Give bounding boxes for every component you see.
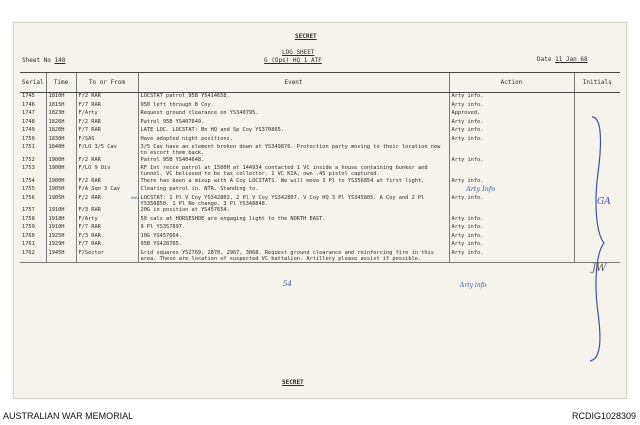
serial-cell: 1754 [22,177,35,184]
action-cell: Arty info. [449,178,574,187]
time-cell: 1925H [46,233,76,242]
table-row [20,241,620,250]
serial-cell: 1747 [22,110,35,116]
time-cell: 1910H [46,224,76,233]
security-classification-bottom: SECRET [282,379,304,386]
serial-cell: 1749 [22,127,35,133]
event-cell: Grid squares YS2769, 2870, 2967, 3068. Request ground clearance and reinforcing fire in this area. These are location of suspected VC battalion. Artillery please assist if possible. [138,250,449,263]
time-cell: 1815H [46,102,76,111]
serial-cell: 1752 [22,156,35,163]
table-row [20,110,620,119]
action-cell: Arty info. [449,216,574,225]
action-cell: Approved. [449,110,574,119]
action-cell: Arty info. [449,224,574,233]
action-cell: Arty info. [449,250,574,263]
to-from-cell: F/3 RAR [76,207,138,216]
table-row [20,195,620,208]
to-from-cell: F/A Sqn 3 Cav [76,186,138,195]
table-row [20,250,620,263]
action-cell: Arty info. [449,127,574,136]
initials-handwritten-1: GA [597,197,611,207]
event-cell: 9 Pl YS357897. [138,224,449,233]
sheet-number-label: Sheet No [22,57,51,64]
event-cell: 50 cals at HORSESHOE are engaging light to the NORTH EAST. [138,216,449,225]
action-cell: Arty info. [449,241,574,250]
event-cell: Have adopted night positions. [138,136,449,145]
sheet-number-value: 148 [54,57,66,64]
table-row [20,178,620,187]
serial-cell: 1761 [22,241,35,248]
to-from-cell: F/Arty [76,110,138,119]
date-label: Date [537,56,552,63]
action-cell: Arty info. [449,136,574,145]
time-cell: 1840H [46,144,76,157]
event-cell: LATE LOC. LOCSTAT: Bn HQ and Sp Coy YS370865. [138,127,449,136]
event-cell: LOCSTAT: 1 Pl V Coy YS342802, 2 Pl V Coy YS342807. V Coy HQ 3 Pl YS345805. A Coy and 2 Pl YS350850. 1 Pl No change. 3 Pl YS348848. [138,195,449,208]
footer-catalog-id: RCDIG1028309 [571,411,636,421]
time-cell: 1910H [46,207,76,216]
time-cell: 1945H [46,250,76,263]
sheet-date [537,56,588,63]
table-row [20,93,620,102]
event-cell: 95B YS428705. [138,241,449,250]
serial-cell: 1750 [22,135,35,142]
table-row [20,144,620,157]
to-from-cell: F/2 RAR [76,195,138,208]
table-row [20,127,620,136]
serial-cell: 1762 [20,250,46,263]
event-cell: LOCSTAT patrol 95B YS414658. [138,93,449,102]
time-cell: 1900H [46,178,76,187]
to-from-cell: F/7 RAR [76,127,138,136]
time-cell: 1826H [46,119,76,128]
to-from-cell: F/Arty [76,216,138,225]
to-from-cell: F/LO 3/5 Cav [76,144,138,157]
handwritten-arty-info-2: Arty info [460,282,487,289]
action-cell: Arty info. [449,233,574,242]
action-cell [449,165,574,178]
action-cell: Arty info. [449,119,574,128]
footer-institution: AUSTRALIAN WAR MEMORIAL [3,411,134,421]
column-header: Time [46,73,76,93]
to-from-cell: F/2 RAR [76,178,138,187]
time-cell: 1830H [46,136,76,145]
time-cell: 1823H [46,110,76,119]
initials-handwritten-2: JW [592,263,607,274]
serial-cell: 1745 [22,93,35,99]
serial-cell: 1748 [22,118,35,125]
action-cell: Arty info. [449,93,574,102]
table-row [20,216,620,225]
to-from-cell: F/7 RAR [76,224,138,233]
table-row [20,102,620,111]
to-from-cell: F/LO 9 Div [76,165,138,178]
security-classification-top: SECRET [295,33,317,40]
event-cell: 3/5 Cav have an element broken down at YS349876. Protection party moving to their location now to escort them back. [138,144,449,157]
sheet-number [22,57,65,64]
action-cell [449,144,574,157]
serial-cell: 1746 [22,101,35,108]
time-cell: 1929H [46,241,76,250]
time-cell: 1900H [46,165,76,178]
column-header: Initials [574,73,620,93]
table-row [20,186,620,195]
table-row [20,233,620,242]
date-value: 11 Jan 68 [555,56,588,63]
handwritten-correction: 54 [283,280,292,288]
to-from-cell: F/Sector [76,250,138,263]
serial-cell: 1755 [22,186,35,193]
column-header: Serial [20,73,46,93]
time-cell: 1820H [46,127,76,136]
action-cell: Arty info. [449,195,574,208]
initials-cell [574,93,620,102]
event-cell: There has been a mixup with A Coy LOCSTATS. We will move 3 Pl to YS356854 at first light. [138,178,449,187]
table-row [20,157,620,166]
serial-cell: 1753 [22,165,35,172]
table-row [20,207,620,216]
column-header: Action [449,73,574,93]
event-cell: 10G YS457664. [138,233,449,242]
log-sheet-document [13,22,627,399]
table-row [20,165,620,178]
serial-cell: 1758 [22,215,35,222]
event-cell: Clearing patrol in. NTR. Standing to. [138,186,449,195]
event-cell: RF Int recce patrol at 1500H at 144934 contacted 1 VC inside a house containing bunker and tunnel. VC believed to be tax collector. 1 VC KIA, own .45 pistol captured. [138,165,449,178]
document-title: LOG SHEET [282,49,315,56]
column-header: To or From [76,73,138,93]
column-header: Event [138,73,449,93]
time-cell: 1810H [46,93,76,102]
action-cell: Arty info. [449,157,574,166]
serial-cell: 1759 [22,224,35,231]
table-row [20,119,620,128]
to-from-cell: F/7 RAR [76,102,138,111]
event-cell: 20G in position at YS457654. [138,207,449,216]
event-cell: Request ground clearance on YS340795. [138,110,449,119]
initials-bracket-mark [584,113,614,363]
serial-cell: 1751 [22,144,35,150]
time-cell: 1905H [46,186,76,195]
table-header-row [20,73,620,93]
event-cell: Patrol 95B YS404648. [138,157,449,166]
initials-cell [574,102,620,111]
to-from-cell: F/3 RAR [76,233,138,242]
log-table [20,72,620,263]
handwritten-arty-info-1: Arty Info [466,185,496,193]
event-cell: Patrol 95B YS407649. [138,119,449,128]
serial-cell: 1757 [22,207,35,214]
action-cell: Arty info. [449,102,574,111]
action-cell [449,207,574,216]
to-from-cell: F/2 RAR [76,157,138,166]
serial-cell: 1760 [22,232,35,239]
to-from-cell: F/2 RAR [76,93,138,102]
serial-cell: 1756 [22,194,35,201]
to-from-cell: F/2 RAR [76,119,138,128]
to-from-cell: F/SAS [76,136,138,145]
time-cell: 1918H [46,216,76,225]
event-cell: 950 left through B Coy. [138,102,449,111]
table-row [20,136,620,145]
handwritten-superscript: Bde [131,195,139,200]
time-cell: 1900H [46,157,76,166]
time-cell: 1905H [46,195,76,208]
document-subtitle: G (Ops) HQ 1 ATF [264,57,322,64]
table-row [20,224,620,233]
to-from-cell: F/7 RAR [76,241,138,250]
